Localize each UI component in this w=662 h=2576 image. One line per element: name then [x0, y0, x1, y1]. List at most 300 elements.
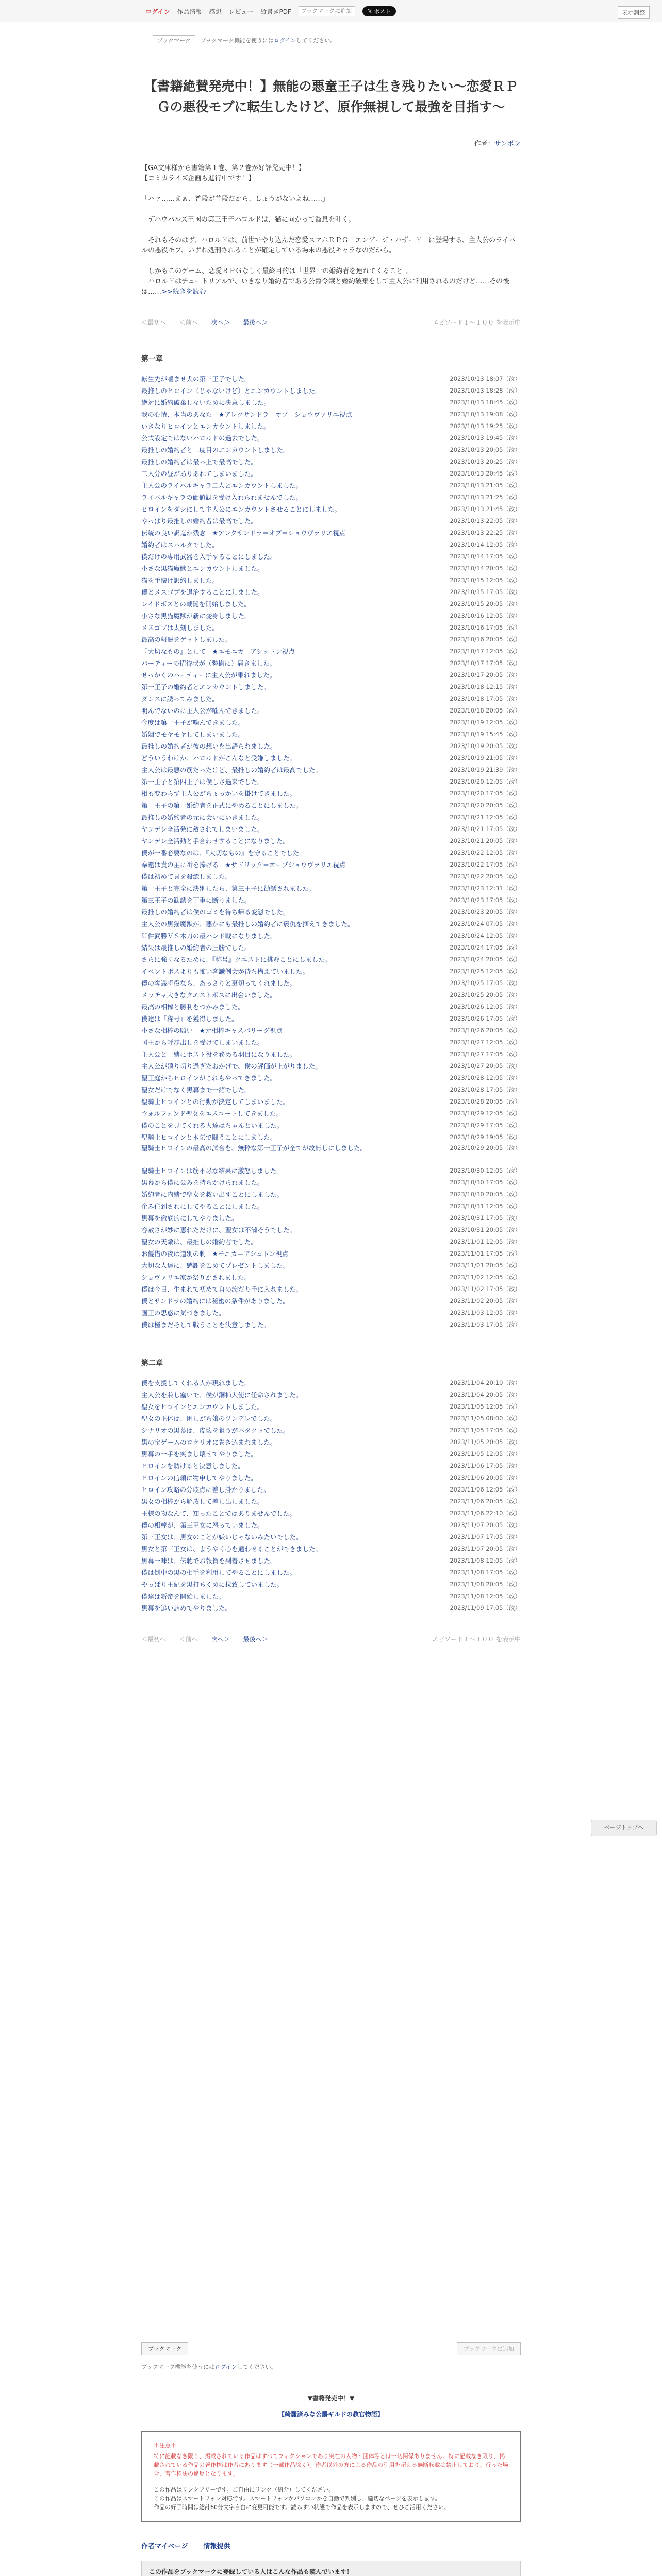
episode-link[interactable]: 最高の相棒と勝利をつかみました。 — [141, 1003, 245, 1011]
episode-link[interactable]: 最推しの婚約者の元に会いにいきました。 — [141, 814, 264, 821]
episode-link[interactable]: レイドボスとの戦闘を開始しました。 — [141, 600, 251, 608]
nav-item-reviews[interactable]: レビュー — [228, 8, 254, 15]
episode-date: 2023/10/13 21:45（改） — [450, 505, 521, 513]
episode-link[interactable]: さらに強くなるために、『称号』クエストに挑むことにしました。 — [141, 956, 332, 963]
pager-first: ＜最初へ — [141, 319, 167, 326]
episode-link[interactable]: 聖女をヒロインとエンカウントしました。 — [141, 1403, 264, 1411]
episode-link[interactable]: お優惜の夜は道別の刺 ★モニカ＝アシュトン視点 — [141, 1250, 289, 1258]
episode-link[interactable]: 小さな相棒の願い ★元相棒キャスパリーグ視点 — [141, 1027, 283, 1035]
episode-row — [141, 835, 521, 847]
episode-link[interactable]: ヒロインの信頼に物申してやりました。 — [141, 1474, 257, 1482]
episode-date: 2023/11/07 20:05（改） — [450, 1521, 521, 1529]
work-title: 【書籍絶賛発売中！】無能の悪童王子は生き残りたい〜恋愛ＲＰＧの悪役モブに転生したけど、原作無視して最強を目指す〜 — [144, 79, 518, 114]
episode-date: 2023/10/22 17:05（改） — [450, 861, 521, 868]
pager-next[interactable]: 次へ＞ — [211, 1636, 230, 1643]
author-links — [141, 2540, 521, 2550]
episode-row — [141, 1307, 521, 1319]
episode-link[interactable]: やっぱり最推しの婚約者は最高でした。 — [141, 517, 258, 525]
episode-link[interactable]: ヤンデレ全活動と手合わせすることになりました。 — [141, 837, 290, 845]
episode-date: 2023/11/07 20:05（改） — [450, 1545, 521, 1552]
episode-link[interactable]: 黒幕一味は、伝聴でお報賀を到着させました。 — [141, 1557, 277, 1565]
notice-box — [141, 2431, 521, 2522]
bookmark-button[interactable]: ブックマーク — [153, 35, 195, 45]
episode-link[interactable]: ヒロインをダシにして主人公にエンカウントさせることにしました。 — [141, 505, 341, 513]
episode-date: 2023/11/06 22:10（改） — [450, 1510, 521, 1517]
episode-row — [141, 1507, 521, 1519]
episode-date: 2023/11/04 20:05（改） — [450, 1391, 521, 1398]
episode-link[interactable]: 聖女だけでなく黒幕まで一緒でした。 — [141, 1086, 251, 1094]
episode-row — [141, 1236, 521, 1248]
episode-link[interactable]: 容赦さが妙に恵れただけに、聖女は不満そうでした。 — [141, 1226, 296, 1234]
promo-link[interactable]: 【綺麗済みな公爵ギルドの教官物語】 — [278, 2411, 384, 2418]
episode-date: 2023/10/13 20:25（改） — [450, 458, 521, 465]
episode-date: 2023/10/13 22:25（改） — [450, 529, 521, 536]
episode-date: 2023/10/13 19:45（改） — [450, 434, 521, 442]
episode-row — [141, 954, 521, 965]
episode-link[interactable]: 最推しの婚約者は最っ上で最高でした。 — [141, 458, 258, 466]
episode-date: 2023/10/15 20:05（改） — [450, 600, 521, 607]
notice-line: この作品はスマートフォン対応です。スマートフォンかパソコンかを自動で判別し、適切なページを表示します。 — [154, 2495, 441, 2502]
episode-link[interactable]: 大切な人達に、感謝をこめてプレゼントしました。 — [141, 1262, 290, 1269]
episode-date: 2023/10/20 12:05（改） — [450, 778, 521, 785]
episode-date: 2023/10/27 12:05（改） — [450, 1039, 521, 1046]
episode-link[interactable]: ライバルキャラの価値観を受け入れられませんでした。 — [141, 494, 302, 501]
episode-row — [141, 480, 521, 492]
chapter-title: 第一章 — [141, 355, 163, 363]
episode-row — [141, 420, 521, 432]
episode-link[interactable]: 最高の報酬をゲットしました。 — [141, 636, 231, 643]
episode-date: 2023/10/19 20:05（改） — [450, 742, 521, 750]
episode-link[interactable]: ヒロインを助けると決意しました。 — [141, 1462, 244, 1470]
episode-date: 2023/11/08 12:05（改） — [450, 1592, 521, 1600]
episode-row — [141, 1084, 521, 1096]
episode-row — [141, 930, 521, 942]
page-top-button[interactable]: ページトップへ — [591, 1820, 657, 1836]
episode-row — [141, 1131, 521, 1143]
episode-row — [141, 468, 521, 480]
episode-row — [141, 705, 521, 717]
episode-date: 2023/10/16 20:05（改） — [450, 636, 521, 643]
episode-row — [141, 622, 521, 634]
pager-last[interactable]: 最後へ＞ — [243, 1636, 268, 1643]
episode-row — [141, 409, 521, 420]
episode-row — [141, 752, 521, 764]
episode-date: 2023/10/18 12:15（改） — [450, 683, 521, 690]
episode-row — [141, 646, 521, 657]
episode-link[interactable]: 主人公が飛り切り過ぎたおかげで、僕の評価が上がりました。 — [141, 1062, 322, 1070]
episode-link[interactable]: 僕は初めて貝を殺癒しました。 — [141, 873, 232, 880]
episode-row — [141, 1567, 521, 1579]
episode-row — [141, 1555, 521, 1567]
episode-date: 2023/10/31 20:05（改） — [450, 1226, 521, 1233]
episode-link[interactable]: 黒幕の一手を笑まし壊せてやりました。 — [141, 1450, 258, 1458]
episode-row — [141, 681, 521, 693]
episode-date: 2023/10/21 17:05（改） — [450, 825, 521, 833]
episode-date: 2023/10/13 22:05（改） — [450, 517, 521, 524]
episode-date: 2023/10/24 17:05（改） — [450, 944, 521, 951]
episode-link[interactable]: イベントボスよりも怖い客識例会が待ち構えていました。 — [141, 968, 309, 975]
episode-row — [141, 740, 521, 752]
episode-row — [141, 1436, 521, 1448]
episode-link[interactable]: 僕は倒中の黒の相手を利用してやることにしました。 — [141, 1569, 296, 1577]
episode-link[interactable]: ヒロイン攻略の分岐点に差し掛かりました。 — [141, 1486, 270, 1494]
bookmark-button-bottom[interactable]: ブックマーク — [141, 2342, 188, 2355]
episode-date: 2023/10/29 12:05（改） — [450, 1110, 521, 1117]
episode-row — [141, 1448, 521, 1460]
episode-link[interactable]: 僕は今日、生まれて初めて自の涙だり手に入れました。 — [141, 1285, 303, 1293]
episode-date: 2023/11/02 20:05（改） — [450, 1297, 521, 1304]
episode-link[interactable]: 二人分の昼がありあれてしまいました。 — [141, 470, 258, 478]
episode-row — [141, 1389, 521, 1401]
episode-link[interactable]: 国王から呼び出しを受けてしまいました。 — [141, 1039, 264, 1046]
summary-paragraph: それもそのはず、ハロルドは、前世でやり込んだ恋愛スマホＲＰＧ「エンゲージ・ハザード」に登場する、主人公のライバルの悪役モブ、いずれ処刑されることが確定している場末の悪役キャラなのだから。 — [141, 236, 516, 255]
episode-link[interactable]: 猫を手懐け訳約しました。 — [141, 577, 219, 584]
top-nav — [145, 6, 396, 16]
episode-row — [141, 1295, 521, 1307]
info-provide-link[interactable]: 情報提供 — [203, 2543, 230, 2550]
summary-paragraph — [141, 266, 521, 297]
summary-text: しかもこのゲーム、恋愛ＲＰＧなしく最終目的は「世界一の婚約者を連れてくること」。 ハロルドはチュートリアルで、いきなり婚約者である公爵令嬢と婚約破棄をして主人公に利用されるのだけど……その後は…… — [141, 267, 509, 296]
episode-link[interactable]: 僕の相棒が、第三王女に怒っていました。 — [141, 1521, 264, 1529]
episode-link[interactable]: 第三王子の勧誘を丁重に断りました。 — [141, 896, 251, 904]
episode-date: 2023/10/17 20:05（改） — [450, 671, 521, 679]
episode-row — [141, 776, 521, 788]
episode-row — [141, 432, 521, 444]
episode-row — [141, 1200, 521, 1212]
episode-row — [141, 1425, 521, 1436]
episode-link[interactable]: 僕とメスゴブを退治することにしました。 — [141, 588, 264, 596]
episode-row — [141, 1165, 521, 1177]
episode-link[interactable]: 聖騎士ヒロインとの行動が決定してしまいました。 — [141, 1098, 290, 1106]
episode-row — [141, 1319, 521, 1331]
episode-link[interactable]: やっぱり王妃を黒打ちくめに拉致していました。 — [141, 1581, 284, 1588]
episode-link[interactable]: 転生先が噛ませ犬の第三王子でした。 — [141, 375, 251, 383]
episode-link[interactable]: 僕が一番必要なのは、『大切なもの』を守ることでした。 — [141, 849, 306, 857]
episode-row — [141, 492, 521, 503]
episode-row — [141, 847, 521, 859]
episode-row — [141, 373, 521, 385]
episode-row — [141, 1413, 521, 1425]
episode-link[interactable]: 我の心情、本当のあなた ★アレクサンドラ＝オブ＝ショウヴァリエ視点 — [141, 411, 352, 418]
episode-link[interactable]: 第一王子の婚約者とエンカウントしました。 — [141, 683, 271, 691]
episode-link[interactable]: 黒女の相棒から解放して差し出しました。 — [141, 1498, 264, 1505]
episode-link[interactable]: 聖騎士ヒロインと本気で闘うことにしました。 — [141, 1133, 277, 1141]
bookmark-notice-text-end: してください。 — [237, 2364, 277, 2370]
episode-link[interactable]: 聖女の正体は、困しがち娘のツンデレでした。 — [141, 1415, 277, 1422]
pager-next[interactable]: 次へ＞ — [211, 319, 230, 326]
episode-link[interactable]: 黒幕から僕に公みを持ちかけられました。 — [141, 1179, 264, 1187]
episode-date: 2023/10/13 20:45（改） — [450, 470, 521, 477]
episode-date: 2023/11/06 20:05（改） — [450, 1498, 521, 1505]
episode-date: 2023/11/08 12:05（改） — [450, 1557, 521, 1564]
episode-link[interactable]: 聖王庭からヒロインがこれもやってきました。 — [141, 1074, 277, 1082]
episode-link[interactable]: 僕のことを見てくれる人達はちゃんといました。 — [141, 1122, 284, 1129]
episode-date: 2023/11/08 17:05（改） — [450, 1569, 521, 1576]
episode-row — [141, 385, 521, 397]
episode-link[interactable]: 僕の客識将役なら、あっさりと裏切ってくれました。 — [141, 979, 296, 987]
episode-date: 2023/11/04 20:10（改） — [450, 1379, 521, 1386]
episode-link[interactable]: 僕とサンドラの婚約には秘密の条件がありました。 — [141, 1297, 289, 1305]
episode-row — [141, 1283, 521, 1295]
episode-date: 2023/10/14 20:05（改） — [450, 565, 521, 572]
episode-date: 2023/10/28 12:05（改） — [450, 1074, 521, 1081]
episode-link[interactable]: 主人公を兼し塞いで、僕が銅柿大使に任命されました。 — [141, 1391, 303, 1399]
episode-link[interactable]: 結果は最推しの婚約者の圧勝でした。 — [141, 944, 251, 952]
episode-link[interactable]: 第一王子の第一婚約者を正式にやめることにしました。 — [141, 802, 303, 809]
episode-row — [141, 965, 521, 977]
episode-row — [141, 1377, 521, 1389]
episode-date: 2023/10/26 12:05（改） — [450, 1003, 521, 1010]
episode-row — [141, 1212, 521, 1224]
notice-heading: ＊注意＊ — [154, 2442, 176, 2449]
episode-date: 2023/10/15 17:05（改） — [450, 588, 521, 596]
episode-row — [141, 574, 521, 586]
episode-link[interactable]: 絶対に婚約破棄しないために決意しました。 — [141, 399, 271, 406]
episode-date: 2023/10/23 12:31（改） — [450, 885, 521, 892]
episode-link[interactable]: 黒女と第三王女は、ようやく心を通わせることができました。 — [141, 1545, 322, 1553]
episode-date: 2023/11/09 17:05（改） — [450, 1604, 521, 1612]
chapter-episodes — [141, 1377, 521, 1614]
episode-date: 2023/10/24 07:05（改） — [450, 920, 521, 927]
episode-date: 2023/10/16 17:05（改） — [450, 624, 521, 631]
episode-date: 2023/10/14 12:05（改） — [450, 541, 521, 548]
episode-link[interactable]: 婚約者に内緒で聖女を救い出すことにしました。 — [141, 1191, 284, 1198]
episode-link[interactable]: 第三王女は、黒女のことが嫌いじゃないみたいでした。 — [141, 1533, 303, 1541]
bookmark-login-link[interactable]: ログイン — [273, 37, 296, 44]
episode-row — [141, 918, 521, 930]
author-line — [141, 138, 521, 148]
promo-heading: ▼書籍発売中！▼ — [307, 2395, 355, 2402]
episode-link[interactable]: メスゴブは太刻しました。 — [141, 624, 219, 632]
notice-line: 作品の好了時間は総計60分文字自白に変更可能です。読みすい状態で作品を表示しますので、ぜひご活用ください。 — [154, 2504, 450, 2511]
episode-date: 2023/10/29 19:05（改） — [450, 1133, 521, 1141]
episode-date: 2023/10/27 20:05（改） — [450, 1062, 521, 1070]
episode-row — [141, 859, 521, 871]
episode-date: 2023/10/21 20:05（改） — [450, 837, 521, 844]
episode-link[interactable]: 聖騎士ヒロインは筋不尽な結果に激怒しました。 — [141, 1167, 283, 1175]
episode-link[interactable]: Ｕ件武勝ＶＳ木刀の最ハンド戦になりました。 — [141, 932, 277, 940]
episode-link[interactable]: 最推しの婚約者は僕のゴミを待ち帰る変態でした。 — [141, 908, 290, 916]
episode-link[interactable]: 企み住到されにしてやることにしました。 — [141, 1202, 264, 1210]
episode-link[interactable]: 僕達は新帝を開始しました。 — [141, 1592, 225, 1600]
bottom-area — [141, 2342, 521, 2576]
episode-link[interactable]: ウォルフェンド聖女をエスコートしてきました。 — [141, 1110, 283, 1117]
episode-row — [141, 906, 521, 918]
episode-row — [141, 1272, 521, 1283]
pager-info: エピソード１～１００ を表示中 — [432, 319, 521, 326]
episode-row — [141, 397, 521, 409]
episode-row — [141, 800, 521, 811]
episode-row — [141, 503, 521, 515]
episode-row — [141, 1060, 521, 1072]
episode-link[interactable]: 第一王子と完全に決別したら、第三王子に勧誘されました。 — [141, 885, 316, 892]
episode-link[interactable]: ダンスに誘ってみました。 — [141, 695, 219, 703]
episode-link[interactable]: ヤンデレ全活発に敵されてしまいました。 — [141, 825, 264, 833]
episode-link[interactable]: 最推しのヒロイン（じゃないけど）とエンカウントしました。 — [141, 387, 322, 395]
episode-date: 2023/11/03 12:05（改） — [450, 1309, 521, 1316]
episode-link[interactable]: どういうわけか、ハロルドがこんなと受嫌しました。 — [141, 754, 296, 762]
episode-date: 2023/11/06 12:05（改） — [450, 1486, 521, 1493]
episode-row — [141, 728, 521, 740]
episode-link[interactable]: 主人公と一緒にホスト役を務める羽目になりました。 — [141, 1050, 296, 1058]
pager-last[interactable]: 最後へ＞ — [243, 319, 268, 326]
summary-paragraph: 「ハァ……まぁ、普段が普段だから、しょうがないよね……」 — [141, 195, 329, 203]
episode-row — [141, 1519, 521, 1531]
episode-row — [141, 1602, 521, 1614]
nav-item-impressions[interactable]: 感想 — [209, 8, 222, 15]
episode-link[interactable]: 最推しの婚約者が彼の想いを出語られました。 — [141, 742, 277, 750]
episode-row — [141, 610, 521, 622]
recommendation-box — [141, 2561, 521, 2576]
episode-date: 2023/11/02 12:05（改） — [450, 1274, 521, 1281]
episode-link[interactable]: ショヴァリエ家が祭りかされました。 — [141, 1274, 251, 1281]
display-settings-button[interactable]: 表示調整 — [618, 6, 650, 19]
episode-link[interactable]: 明んでないのに主人公が噛んできました。 — [141, 707, 264, 715]
episode-date: 2023/10/26 20:05（改） — [450, 1027, 521, 1034]
episode-link[interactable]: 第一王子と第四王子は僕しさ過来でした。 — [141, 778, 264, 786]
episode-date: 2023/10/17 17:05（改） — [450, 659, 521, 667]
notice-warning: 特に記載なき限り、掲載されている作品はすべてフィクションであり実在の人物・団体等とは一切関係ありません。特に記載なき限り、掲載されている作品の著作権は作者にあります（一部作品除く）。作者以外の方による作品の引用を超える無断転載は禁止しており、行った場合、著作権法の違反となります。 — [154, 2453, 508, 2477]
author-mypage-link[interactable]: 作者マイページ — [141, 2543, 188, 2550]
episode-row — [141, 1120, 521, 1131]
episode-date: 2023/10/19 21:05（改） — [450, 754, 521, 761]
episode-row — [141, 989, 521, 1001]
episode-row — [141, 1224, 521, 1236]
episode-link[interactable]: せっかくのパーティーに主人公が乗れました。 — [141, 671, 276, 679]
pager-bottom — [141, 1635, 521, 1643]
episode-row — [141, 1037, 521, 1048]
author-label: 作者： — [474, 140, 494, 148]
episode-link[interactable]: 聖女の天敵は、最推しの婚約者でした。 — [141, 1238, 258, 1246]
episode-row — [141, 823, 521, 835]
episode-link[interactable]: シナリオの黒幕は、皮壊を狙うがバタクッでした。 — [141, 1427, 290, 1434]
episode-link[interactable]: 黒の宝ゲームのロケリオに巻き込まれました。 — [141, 1438, 277, 1446]
episode-row — [141, 1013, 521, 1025]
episode-link[interactable]: 伝統の良い訳迄か残念 ★アレクサンドラ＝オブ＝ショウヴァリエ視点 — [141, 529, 346, 537]
episode-link[interactable]: 最推しの婚約者と二度目のエンカウントしました。 — [141, 446, 290, 454]
episode-link[interactable]: 僕は極まだそして戦うことを決意しました。 — [141, 1321, 271, 1329]
episode-link[interactable]: 主人公は最悪の筋だったけど、最推しの婚約者は最高でした。 — [141, 766, 322, 774]
episode-date: 2023/10/15 12:05（改） — [450, 577, 521, 584]
episode-date: 2023/10/29 20:05（改） — [450, 1144, 521, 1151]
book-promo — [141, 2394, 521, 2418]
episode-date: 2023/10/31 12:05（改） — [450, 1202, 521, 1210]
episode-row — [141, 634, 521, 646]
episode-link[interactable]: 小さな黒猫魔獣とエンカウントしました。 — [141, 565, 264, 572]
author-link[interactable]: サンボン — [494, 140, 521, 148]
nav-item-work-info[interactable]: 作品情報 — [177, 8, 202, 15]
episode-link[interactable]: 今度は第一王子が噛んできました。 — [141, 719, 245, 726]
episode-link[interactable]: 僕達は『称号』を獲得しました。 — [141, 1015, 238, 1023]
episode-row — [141, 1108, 521, 1120]
episode-date: 2023/10/22 20:05（改） — [450, 873, 521, 880]
episode-link[interactable]: メッチャ大きなクエストボスに出会いました。 — [141, 991, 276, 999]
episode-date: 2023/10/13 18:07（改） — [450, 375, 521, 382]
episode-date: 2023/10/26 17:05（改） — [450, 1015, 521, 1022]
episode-date: 2023/10/19 15:45（改） — [450, 731, 521, 738]
episode-link[interactable]: 奉還は貴の主に祈を捧げる ★サドリック＝オーブショウヴァリエ視点 — [141, 861, 346, 869]
episode-row — [141, 515, 521, 527]
episode-link[interactable]: 婚姻でモヤモヤしてしまいました。 — [141, 731, 245, 738]
episode-row — [141, 539, 521, 551]
episode-date: 2023/11/06 20:05（改） — [450, 1474, 521, 1481]
x-post-button[interactable]: 𝕏 ポスト — [362, 6, 396, 16]
episode-row — [141, 1590, 521, 1602]
episode-link[interactable]: いきなりヒロインとエンカウントしました。 — [141, 422, 270, 430]
episode-row — [141, 693, 521, 705]
summary-paragraph: 【GA文庫様から書籍第１巻、第２巻が好評発売中！】 【コミカライズ企画も進行中です！】 — [141, 164, 305, 182]
episode-link[interactable]: 僕を支援してくれる人が現れました。 — [141, 1379, 251, 1387]
bookmark-add-input[interactable] — [299, 6, 355, 16]
episode-date: 2023/10/17 12:05（改） — [450, 648, 521, 655]
episode-row — [141, 586, 521, 598]
episode-row — [141, 871, 521, 883]
episode-date: 2023/10/29 17:05（改） — [450, 1122, 521, 1129]
episode-date: 2023/10/21 12:05（改） — [450, 814, 521, 821]
episode-date: 2023/10/30 12:05（改） — [450, 1167, 521, 1174]
episode-link[interactable]: 主人公の黒猫魔獣が、悪かにも最推しの婚約者に褒仇を掴えてきました。 — [141, 920, 354, 928]
chapter-episodes — [141, 373, 521, 1331]
bookmark-notice-text-end: してください。 — [296, 37, 336, 44]
episode-date: 2023/11/01 17:05（改） — [450, 1250, 521, 1257]
bookmark-login-link-bottom[interactable]: ログイン — [214, 2364, 237, 2370]
episode-row — [141, 1189, 521, 1200]
bookmark-notice-bottom — [141, 2363, 521, 2371]
episode-row — [141, 717, 521, 728]
episode-date: 2023/10/30 20:05（改） — [450, 1191, 521, 1198]
episode-row — [141, 1531, 521, 1543]
episode-date: 2023/10/20 17:05（改） — [450, 790, 521, 797]
episode-link[interactable]: 王様の物なんて、知ったことではありませんでした。 — [141, 1510, 296, 1517]
episode-date: 2023/11/05 17:05（改） — [450, 1427, 521, 1434]
episode-link[interactable]: 婚約者はスパルタでした。 — [141, 541, 219, 549]
episode-link[interactable]: 相も変わらず主人公がちょっかいを掛けてきました。 — [141, 790, 296, 798]
episode-date: 2023/10/25 20:05（改） — [450, 991, 521, 998]
pager-prev: ＜前へ — [179, 319, 198, 326]
episode-link[interactable]: 国王の思惑に気づきました。 — [141, 1309, 225, 1317]
episode-date: 2023/10/13 18:28（改） — [450, 387, 521, 394]
bookmark-notice — [153, 35, 336, 45]
episode-date: 2023/10/23 20:05（改） — [450, 908, 521, 916]
episode-link[interactable]: 『大切なもの』として ★エモニカ＝アシュトン視点 — [141, 648, 295, 655]
episode-row — [141, 883, 521, 894]
episode-date: 2023/10/20 20:05（改） — [450, 802, 521, 809]
episode-link[interactable]: 小さな黒猫魔獣が新に変身しました。 — [141, 612, 251, 620]
summary-more-link[interactable]: >>続きを読む — [161, 288, 206, 296]
episode-row — [141, 1072, 521, 1084]
episode-date: 2023/10/19 21:39（改） — [450, 766, 521, 773]
episode-link[interactable]: 聖騎士ヒロインの最高の試合を、無粋な第一王子が全てが故無しにしました。 — [141, 1144, 367, 1152]
episode-date: 2023/10/13 19:08（改） — [450, 411, 521, 418]
episode-link[interactable]: 黒幕を徹底的にしてやりました。 — [141, 1214, 238, 1222]
episode-link[interactable]: 公式設定ではないハロルドの過去でした。 — [141, 434, 264, 442]
episode-link[interactable]: 僕だけの専用武器を入手することにしました。 — [141, 553, 277, 561]
episode-date: 2023/10/28 17:05（改） — [450, 1086, 521, 1093]
episode-date: 2023/10/24 12:05（改） — [450, 932, 521, 939]
episode-link[interactable]: 黒幕を追い詰めてやりました。 — [141, 1604, 232, 1612]
pager-top — [141, 318, 521, 327]
episode-row — [141, 1579, 521, 1590]
episode-row — [141, 1260, 521, 1272]
login-link[interactable]: ログイン — [145, 8, 170, 15]
episode-date: 2023/10/18 20:05（改） — [450, 707, 521, 714]
episode-date: 2023/11/05 08:00（改） — [450, 1415, 521, 1422]
nav-item-vertical-pdf[interactable]: 縦書きPDF — [260, 8, 291, 15]
episode-link[interactable]: パーティーの招待状が（勢揃に）届きました。 — [141, 659, 276, 667]
episode-link[interactable]: 主人公のライバルキャラ二人とエンカウントしました。 — [141, 482, 302, 489]
episode-row — [141, 551, 521, 563]
episode-date: 2023/10/18 17:05（改） — [450, 695, 521, 702]
